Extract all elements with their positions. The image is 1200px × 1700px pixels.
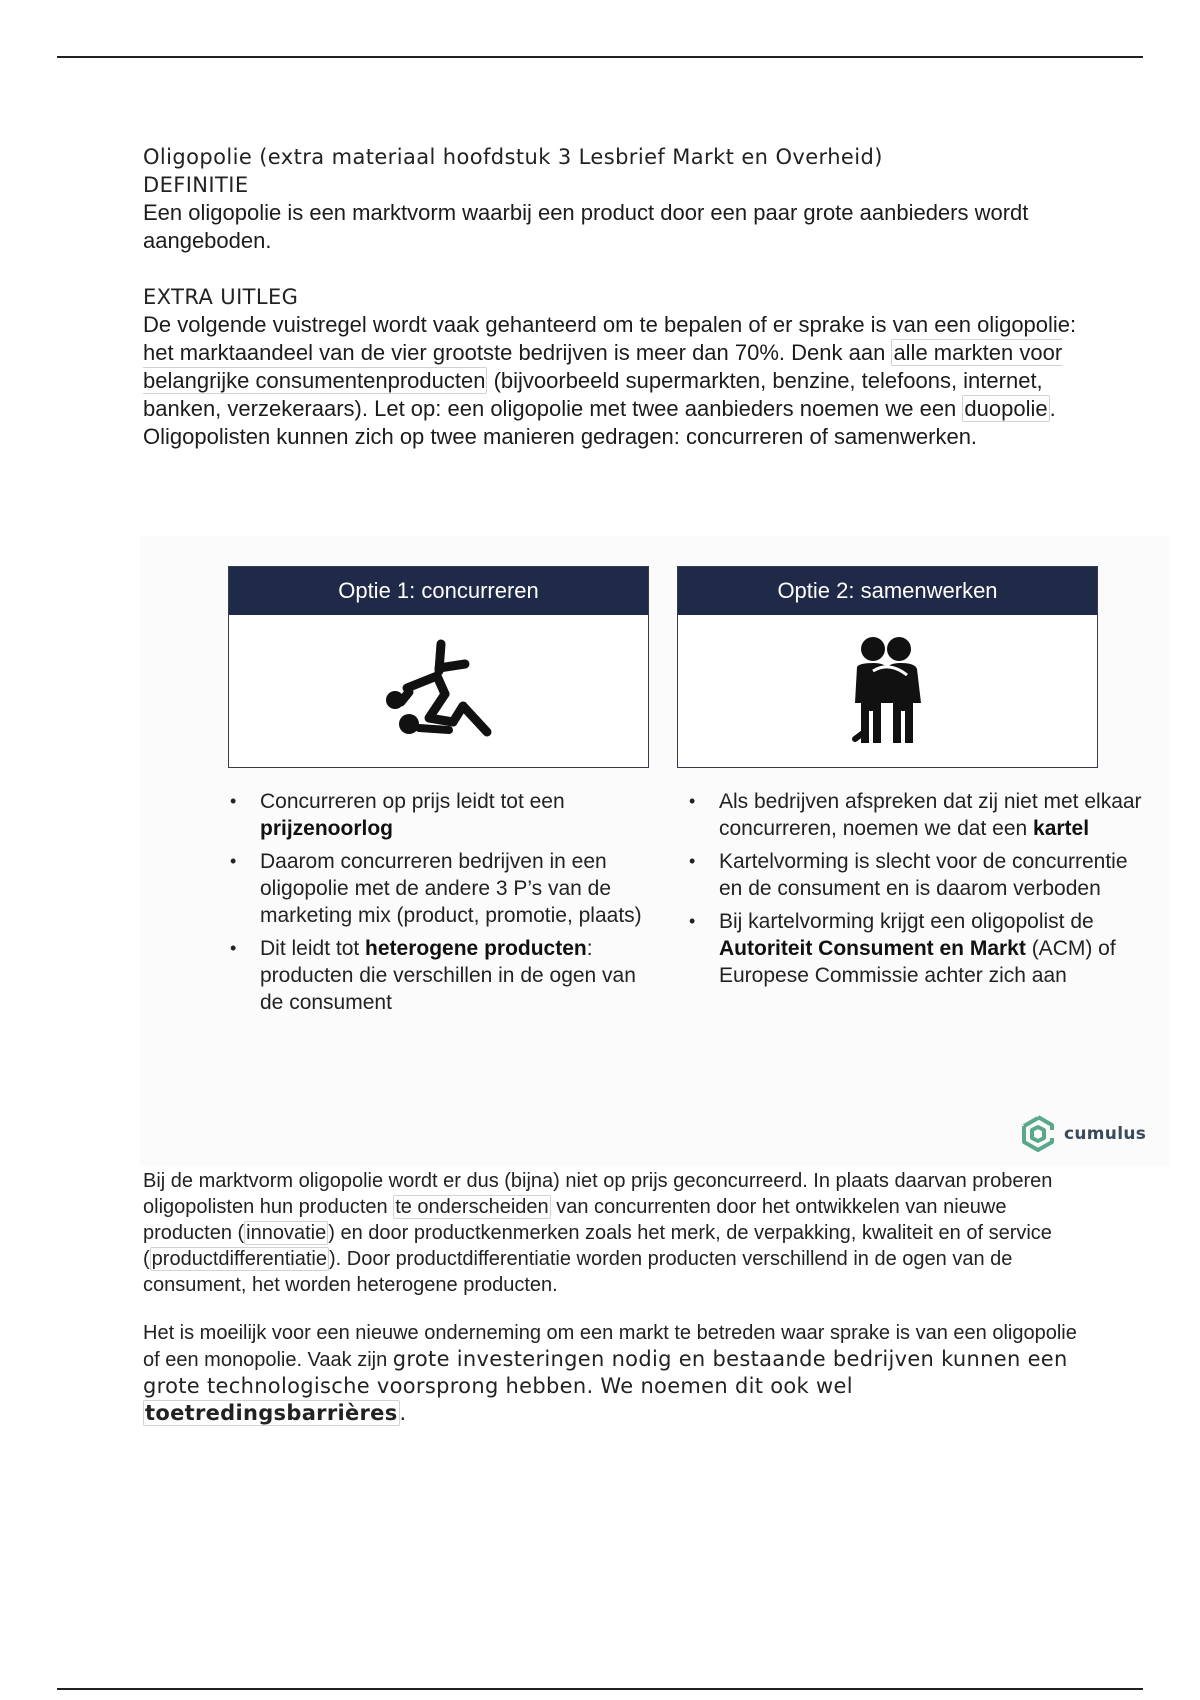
page-title: Oligopolie (extra materiaal hoofdstuk 3 Lesbrief Markt en Overheid) [143,145,883,169]
highlight-productdifferentiatie[interactable]: productdifferentiatie [151,1248,327,1270]
top-rule [57,56,1143,58]
definition-text: Een oligopolie is een marktvorm waarbij een product door een paar grote aanbieders wordt aangeboden. [143,200,1029,253]
extra-paragraph-1: De volgende vuistregel wordt vaak gehanteerd om te bepalen of er sprake is van een oligopolie: het marktaandeel van de vier grootste bedrijven is meer dan 70%. Denk aan alle markten voor belangrijke consumentenproducten (bijvoorbeeld supermarkten, benzine, telefoons, internet, banken, verzekeraars). Let op: een oligopolie met twee aanbieders noemen we een duopolie. [143,312,1077,421]
option-1-bullet-3: • Dit leidt tot heterogene producten: producten die verschillen in de ogen van de consument [228,935,658,1016]
highlight-innovatie[interactable]: innovatie [246,1222,327,1244]
bottom-rule [57,1688,1143,1690]
options-figure [140,536,1170,1166]
option-1-bullet-2: • Daarom concurreren bedrijven in een oligopolie met de andere 3 P’s van de marketing mix (product, promotie, plaats) [228,848,658,929]
intro-section [143,143,1083,451]
option-2-card [677,566,1098,768]
conclusion-section [143,1168,1083,1427]
option-1-bullet-1: • Concurreren op prijs leidt tot een prijzenoorlog [228,788,658,842]
option-1-card [228,566,649,768]
option-2-bullet-2: • Kartelvorming is slecht voor de concurrentie en de consument en is daarom verboden [687,848,1147,902]
partners-icon [843,631,933,751]
option-2-bullets [687,788,1147,995]
option-2-bullet-1: • Als bedrijven afspreken dat zij niet met elkaar concurreren, noemen we dat een kartel [687,788,1147,842]
cumulus-logo-icon [1018,1114,1058,1154]
conclusion-paragraph-2: Het is moeilijk voor een nieuwe onderneming om een markt te betreden waar sprake is van een oligopolie of een monopolie. Vaak zijn grote investeringen nodig en bestaande bedrijven kunnen een grote technologische voorsprong hebben. We noemen dit ook wel toetredingsbarrières. [143,1322,1077,1425]
option-1-bullets [228,788,658,1022]
option-1-header: Optie 1: concurreren [229,567,648,615]
option-2-bullet-3: • Bij kartelvorming krijgt een oligopolist de Autoriteit Consument en Markt (ACM) of Europese Commissie achter zich aan [687,908,1147,989]
definition-heading: DEFINITIE [143,173,249,197]
cumulus-logo-text: cumulus [1064,1124,1147,1144]
wrestlers-icon [379,636,499,746]
option-2-header: Optie 2: samenwerken [678,567,1097,615]
highlight-te-onderscheiden[interactable]: te onderscheiden [395,1196,549,1218]
extra-heading: EXTRA UITLEG [143,285,299,309]
highlight-consumer-markets[interactable]: alle markten voor belangrijke consumentenproducten [143,340,1063,393]
conclusion-paragraph-1: Bij de marktvorm oligopolie wordt er dus (bijna) niet op prijs geconcurreerd. In plaats daarvan proberen oligopolisten hun producten te onderscheiden van concurrenten door het ontwikkelen van nieuwe producten ( innovatie ) en door productkenmerken zoals het merk, de verpakking, kwaliteit en of service ( productdifferentiatie ). Door productdifferentiatie worden producten verschillend in de ogen van de consument, het worden heterogene producten. [143,1170,1053,1296]
highlight-duopolie[interactable]: duopolie [964,396,1048,421]
extra-paragraph-2: Oligopolisten kunnen zich op twee manieren gedragen: concurreren of samenwerken. [143,424,978,449]
cumulus-logo [1018,1114,1146,1154]
highlight-toetredingsbarrieres[interactable]: toetredingsbarrières [145,1401,398,1425]
